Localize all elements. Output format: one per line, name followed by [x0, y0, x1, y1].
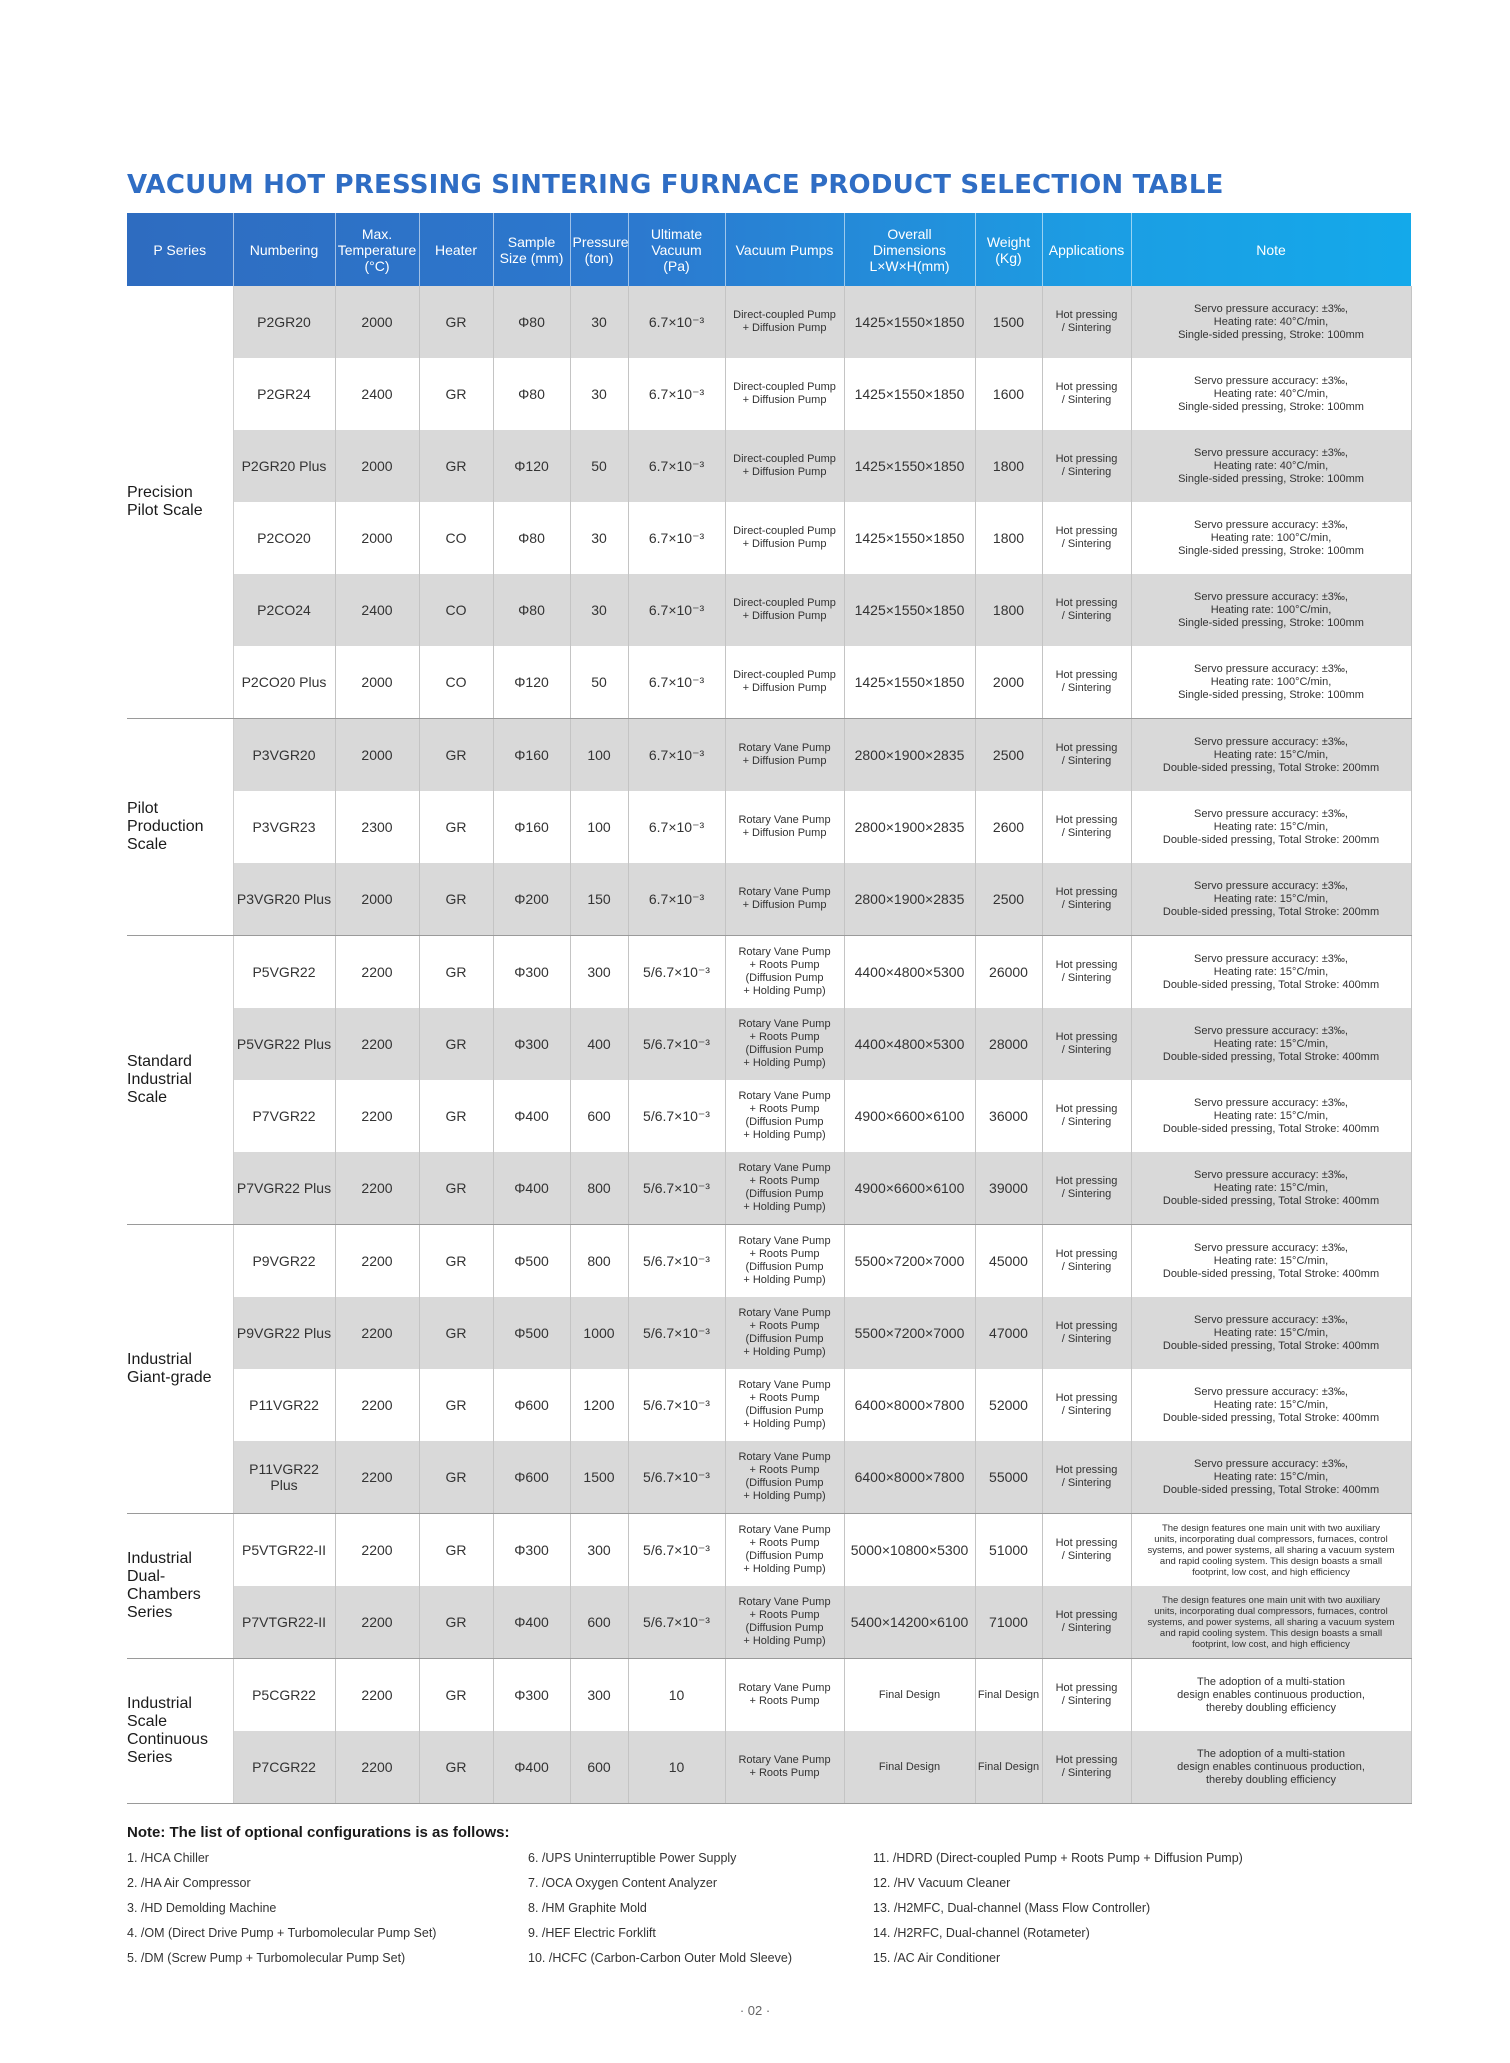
series-group-label: Pilot Production Scale: [127, 719, 233, 936]
max-temperature-cell: 2200: [335, 1008, 419, 1080]
note-cell: The adoption of a multi-station design enables continuous production, thereby doubling efficiency: [1131, 1731, 1411, 1804]
sample-size-cell: Φ160: [493, 791, 570, 863]
ultimate-vacuum-cell: 5/6.7×10⁻³: [628, 1441, 725, 1514]
dimensions-cell: 1425×1550×1850: [844, 286, 975, 358]
weight-cell: 1800: [975, 574, 1042, 646]
sample-size-cell: Φ300: [493, 1659, 570, 1732]
numbering-cell: P5CGR22: [233, 1659, 335, 1732]
option-item: 13. /H2MFC, Dual-channel (Mass Flow Controller): [873, 1901, 1151, 1915]
weight-cell: 2000: [975, 646, 1042, 719]
weight-cell: 36000: [975, 1080, 1042, 1152]
table-row: [127, 936, 1411, 1009]
dimensions-cell: 6400×8000×7800: [844, 1369, 975, 1441]
page-title: VACUUM HOT PRESSING SINTERING FURNACE PRODUCT SELECTION TABLE: [127, 170, 1224, 200]
pressure-cell: 600: [570, 1586, 628, 1659]
note-cell: Servo pressure accuracy: ±3‰, Heating rate: 15°C/min, Double-sided pressing, Total Stroke: 400mm: [1131, 1369, 1411, 1441]
option-item: 2. /HA Air Compressor: [127, 1876, 251, 1890]
option-item: 5. /DM (Screw Pump + Turbomolecular Pump Set): [127, 1951, 406, 1965]
vacuum-pumps-cell: Rotary Vane Pump + Roots Pump (Diffusion Pump + Holding Pump): [725, 1586, 844, 1659]
applications-cell: Hot pressing / Sintering: [1042, 1731, 1131, 1804]
note-cell: Servo pressure accuracy: ±3‰, Heating rate: 15°C/min, Double-sided pressing, Total Stroke: 400mm: [1131, 936, 1411, 1009]
pressure-cell: 30: [570, 574, 628, 646]
note-cell: Servo pressure accuracy: ±3‰, Heating rate: 15°C/min, Double-sided pressing, Total Stroke: 400mm: [1131, 1441, 1411, 1514]
table-row: [127, 1297, 1411, 1369]
max-temperature-cell: 2200: [335, 1297, 419, 1369]
dimensions-cell: 5500×7200×7000: [844, 1225, 975, 1298]
table-row: [127, 863, 1411, 936]
weight-cell: 52000: [975, 1369, 1042, 1441]
vacuum-pumps-cell: Direct-coupled Pump + Diffusion Pump: [725, 646, 844, 719]
heater-cell: GR: [419, 1659, 493, 1732]
table-row: [127, 719, 1411, 792]
max-temperature-cell: 2200: [335, 936, 419, 1009]
applications-cell: Hot pressing / Sintering: [1042, 358, 1131, 430]
weight-cell: 2500: [975, 863, 1042, 936]
vacuum-pumps-cell: Rotary Vane Pump + Roots Pump (Diffusion Pump + Holding Pump): [725, 936, 844, 1009]
dimensions-cell: 1425×1550×1850: [844, 430, 975, 502]
note-cell: Servo pressure accuracy: ±3‰, Heating rate: 15°C/min, Double-sided pressing, Total Stroke: 400mm: [1131, 1080, 1411, 1152]
sample-size-cell: Φ600: [493, 1369, 570, 1441]
pressure-cell: 800: [570, 1152, 628, 1225]
dimensions-cell: 6400×8000×7800: [844, 1441, 975, 1514]
header-cell: Applications: [1042, 213, 1131, 286]
sample-size-cell: Φ300: [493, 936, 570, 1009]
vacuum-pumps-cell: Direct-coupled Pump + Diffusion Pump: [725, 574, 844, 646]
option-item: 8. /HM Graphite Mold: [528, 1901, 647, 1915]
sample-size-cell: Φ120: [493, 646, 570, 719]
heater-cell: CO: [419, 574, 493, 646]
weight-cell: 1800: [975, 430, 1042, 502]
pressure-cell: 1500: [570, 1441, 628, 1514]
max-temperature-cell: 2200: [335, 1731, 419, 1804]
dimensions-cell: 4900×6600×6100: [844, 1152, 975, 1225]
table-row: [127, 1225, 1411, 1298]
sample-size-cell: Φ600: [493, 1441, 570, 1514]
header-cell: Overall Dimensions L×W×H(mm): [844, 213, 975, 286]
series-group-label: Industrial Scale Continuous Series: [127, 1659, 233, 1804]
dimensions-cell: 1425×1550×1850: [844, 646, 975, 719]
note-cell: Servo pressure accuracy: ±3‰, Heating rate: 15°C/min, Double-sided pressing, Total Stroke: 400mm: [1131, 1008, 1411, 1080]
ultimate-vacuum-cell: 6.7×10⁻³: [628, 574, 725, 646]
applications-cell: Hot pressing / Sintering: [1042, 719, 1131, 792]
note-cell: The design features one main unit with two auxiliary units, incorporating dual compressors, furnaces, control systems, and power systems, all sharing a vacuum system and rapid cooling system. This design boasts a small footprint, low cost, and high efficiency: [1131, 1586, 1411, 1659]
max-temperature-cell: 2000: [335, 646, 419, 719]
applications-cell: Hot pressing / Sintering: [1042, 430, 1131, 502]
note-cell: Servo pressure accuracy: ±3‰, Heating rate: 15°C/min, Double-sided pressing, Total Stroke: 200mm: [1131, 719, 1411, 792]
applications-cell: Hot pressing / Sintering: [1042, 1297, 1131, 1369]
weight-cell: 2500: [975, 719, 1042, 792]
heater-cell: GR: [419, 1441, 493, 1514]
note-cell: Servo pressure accuracy: ±3‰, Heating rate: 15°C/min, Double-sided pressing, Total Stroke: 200mm: [1131, 863, 1411, 936]
pressure-cell: 600: [570, 1731, 628, 1804]
ultimate-vacuum-cell: 6.7×10⁻³: [628, 791, 725, 863]
ultimate-vacuum-cell: 6.7×10⁻³: [628, 286, 725, 358]
ultimate-vacuum-cell: 5/6.7×10⁻³: [628, 1586, 725, 1659]
sample-size-cell: Φ400: [493, 1152, 570, 1225]
applications-cell: Hot pressing / Sintering: [1042, 1080, 1131, 1152]
vacuum-pumps-cell: Rotary Vane Pump + Diffusion Pump: [725, 863, 844, 936]
table-row: [127, 502, 1411, 574]
header-cell: Weight (Kg): [975, 213, 1042, 286]
pressure-cell: 400: [570, 1008, 628, 1080]
pressure-cell: 100: [570, 791, 628, 863]
max-temperature-cell: 2000: [335, 286, 419, 358]
numbering-cell: P2GR20 Plus: [233, 430, 335, 502]
numbering-cell: P2GR20: [233, 286, 335, 358]
option-item: 3. /HD Demolding Machine: [127, 1901, 277, 1915]
weight-cell: 26000: [975, 936, 1042, 1009]
sample-size-cell: Φ120: [493, 430, 570, 502]
note-cell: Servo pressure accuracy: ±3‰, Heating rate: 15°C/min, Double-sided pressing, Total Stroke: 400mm: [1131, 1297, 1411, 1369]
weight-cell: 47000: [975, 1297, 1042, 1369]
heater-cell: GR: [419, 936, 493, 1009]
dimensions-cell: 5000×10800×5300: [844, 1514, 975, 1587]
sample-size-cell: Φ300: [493, 1008, 570, 1080]
note-cell: Servo pressure accuracy: ±3‰, Heating rate: 15°C/min, Double-sided pressing, Total Stroke: 400mm: [1131, 1152, 1411, 1225]
heater-cell: GR: [419, 719, 493, 792]
sample-size-cell: Φ200: [493, 863, 570, 936]
applications-cell: Hot pressing / Sintering: [1042, 286, 1131, 358]
dimensions-cell: 2800×1900×2835: [844, 791, 975, 863]
applications-cell: Hot pressing / Sintering: [1042, 502, 1131, 574]
pressure-cell: 1200: [570, 1369, 628, 1441]
table-row: [127, 358, 1411, 430]
applications-cell: Hot pressing / Sintering: [1042, 574, 1131, 646]
dimensions-cell: 2800×1900×2835: [844, 719, 975, 792]
max-temperature-cell: 2400: [335, 358, 419, 430]
dimensions-cell: 2800×1900×2835: [844, 863, 975, 936]
option-item: 6. /UPS Uninterruptible Power Supply: [528, 1851, 737, 1865]
sample-size-cell: Φ500: [493, 1297, 570, 1369]
vacuum-pumps-cell: Rotary Vane Pump + Roots Pump (Diffusion Pump + Holding Pump): [725, 1152, 844, 1225]
header-cell: Note: [1131, 213, 1411, 286]
notes-title: Note: The list of optional configurations is as follows:: [127, 1824, 510, 1841]
weight-cell: 1600: [975, 358, 1042, 430]
heater-cell: GR: [419, 1731, 493, 1804]
applications-cell: Hot pressing / Sintering: [1042, 1659, 1131, 1732]
heater-cell: GR: [419, 791, 493, 863]
numbering-cell: P3VGR23: [233, 791, 335, 863]
vacuum-pumps-cell: Rotary Vane Pump + Diffusion Pump: [725, 719, 844, 792]
weight-cell: 2600: [975, 791, 1042, 863]
dimensions-cell: 4400×4800×5300: [844, 1008, 975, 1080]
sample-size-cell: Φ160: [493, 719, 570, 792]
sample-size-cell: Φ500: [493, 1225, 570, 1298]
numbering-cell: P7CGR22: [233, 1731, 335, 1804]
vacuum-pumps-cell: Rotary Vane Pump + Roots Pump (Diffusion Pump + Holding Pump): [725, 1297, 844, 1369]
applications-cell: Hot pressing / Sintering: [1042, 863, 1131, 936]
applications-cell: Hot pressing / Sintering: [1042, 646, 1131, 719]
page-number: · 02 ·: [739, 2003, 771, 2018]
option-item: 11. /HDRD (Direct-coupled Pump + Roots Pump + Diffusion Pump): [873, 1851, 1243, 1865]
table-row: [127, 1369, 1411, 1441]
sample-size-cell: Φ300: [493, 1514, 570, 1587]
max-temperature-cell: 2000: [335, 719, 419, 792]
applications-cell: Hot pressing / Sintering: [1042, 1441, 1131, 1514]
pressure-cell: 300: [570, 1659, 628, 1732]
weight-cell: 1500: [975, 286, 1042, 358]
vacuum-pumps-cell: Rotary Vane Pump + Roots Pump: [725, 1731, 844, 1804]
vacuum-pumps-cell: Rotary Vane Pump + Roots Pump (Diffusion Pump + Holding Pump): [725, 1008, 844, 1080]
vacuum-pumps-cell: Rotary Vane Pump + Roots Pump (Diffusion Pump + Holding Pump): [725, 1441, 844, 1514]
pressure-cell: 300: [570, 936, 628, 1009]
pressure-cell: 50: [570, 646, 628, 719]
ultimate-vacuum-cell: 5/6.7×10⁻³: [628, 1297, 725, 1369]
ultimate-vacuum-cell: 5/6.7×10⁻³: [628, 1008, 725, 1080]
heater-cell: GR: [419, 430, 493, 502]
vacuum-pumps-cell: Direct-coupled Pump + Diffusion Pump: [725, 358, 844, 430]
dimensions-cell: 4400×4800×5300: [844, 936, 975, 1009]
table-row: [127, 1152, 1411, 1225]
heater-cell: GR: [419, 863, 493, 936]
product-selection-table: [127, 213, 1412, 1804]
numbering-cell: P9VGR22 Plus: [233, 1297, 335, 1369]
sample-size-cell: Φ400: [493, 1586, 570, 1659]
vacuum-pumps-cell: Rotary Vane Pump + Roots Pump (Diffusion Pump + Holding Pump): [725, 1225, 844, 1298]
numbering-cell: P2GR24: [233, 358, 335, 430]
note-cell: Servo pressure accuracy: ±3‰, Heating rate: 15°C/min, Double-sided pressing, Total Stroke: 200mm: [1131, 791, 1411, 863]
sample-size-cell: Φ80: [493, 286, 570, 358]
option-item: 9. /HEF Electric Forklift: [528, 1926, 656, 1940]
table-row: [127, 791, 1411, 863]
series-group-label: Precision Pilot Scale: [127, 286, 233, 719]
header-cell: Heater: [419, 213, 493, 286]
ultimate-vacuum-cell: 5/6.7×10⁻³: [628, 936, 725, 1009]
weight-cell: 71000: [975, 1586, 1042, 1659]
series-group-label: Standard Industrial Scale: [127, 936, 233, 1225]
ultimate-vacuum-cell: 6.7×10⁻³: [628, 719, 725, 792]
ultimate-vacuum-cell: 5/6.7×10⁻³: [628, 1225, 725, 1298]
numbering-cell: P11VGR22: [233, 1369, 335, 1441]
pressure-cell: 100: [570, 719, 628, 792]
note-cell: Servo pressure accuracy: ±3‰, Heating rate: 100°C/min, Single-sided pressing, Stroke: 100mm: [1131, 574, 1411, 646]
option-item: 10. /HCFC (Carbon-Carbon Outer Mold Sleeve): [528, 1951, 792, 1965]
vacuum-pumps-cell: Rotary Vane Pump + Roots Pump (Diffusion Pump + Holding Pump): [725, 1514, 844, 1587]
ultimate-vacuum-cell: 6.7×10⁻³: [628, 358, 725, 430]
pressure-cell: 1000: [570, 1297, 628, 1369]
series-group-label: Industrial Giant-grade: [127, 1225, 233, 1514]
vacuum-pumps-cell: Rotary Vane Pump + Roots Pump: [725, 1659, 844, 1732]
vacuum-pumps-cell: Direct-coupled Pump + Diffusion Pump: [725, 502, 844, 574]
note-cell: The design features one main unit with two auxiliary units, incorporating dual compressors, furnaces, control systems, and power systems, all sharing a vacuum system and rapid cooling system. This design boasts a small footprint, low cost, and high efficiency: [1131, 1514, 1411, 1587]
header-cell: Max. Temperature (°C): [335, 213, 419, 286]
table-row: [127, 1586, 1411, 1659]
heater-cell: GR: [419, 286, 493, 358]
heater-cell: GR: [419, 1080, 493, 1152]
table-row: [127, 1008, 1411, 1080]
table-row: [127, 1731, 1411, 1804]
option-item: 15. /AC Air Conditioner: [873, 1951, 1001, 1965]
applications-cell: Hot pressing / Sintering: [1042, 1008, 1131, 1080]
ultimate-vacuum-cell: 6.7×10⁻³: [628, 502, 725, 574]
header-cell: Ultimate Vacuum (Pa): [628, 213, 725, 286]
table-row: [127, 286, 1411, 358]
sample-size-cell: Φ400: [493, 1731, 570, 1804]
numbering-cell: P9VGR22: [233, 1225, 335, 1298]
weight-cell: 39000: [975, 1152, 1042, 1225]
option-item: 14. /H2RFC, Dual-channel (Rotameter): [873, 1926, 1090, 1940]
vacuum-pumps-cell: Direct-coupled Pump + Diffusion Pump: [725, 430, 844, 502]
option-item: 7. /OCA Oxygen Content Analyzer: [528, 1876, 717, 1890]
table-row: [127, 1659, 1411, 1732]
weight-cell: 45000: [975, 1225, 1042, 1298]
note-cell: Servo pressure accuracy: ±3‰, Heating rate: 40°C/min, Single-sided pressing, Stroke: 100mm: [1131, 358, 1411, 430]
numbering-cell: P2CO24: [233, 574, 335, 646]
dimensions-cell: Final Design: [844, 1731, 975, 1804]
applications-cell: Hot pressing / Sintering: [1042, 791, 1131, 863]
table-row: [127, 1441, 1411, 1514]
numbering-cell: P2CO20: [233, 502, 335, 574]
heater-cell: GR: [419, 1369, 493, 1441]
ultimate-vacuum-cell: 5/6.7×10⁻³: [628, 1369, 725, 1441]
ultimate-vacuum-cell: 6.7×10⁻³: [628, 430, 725, 502]
numbering-cell: P2CO20 Plus: [233, 646, 335, 719]
table-row: [127, 430, 1411, 502]
max-temperature-cell: 2200: [335, 1225, 419, 1298]
heater-cell: CO: [419, 646, 493, 719]
dimensions-cell: 5400×14200×6100: [844, 1586, 975, 1659]
header-cell: Vacuum Pumps: [725, 213, 844, 286]
max-temperature-cell: 2200: [335, 1514, 419, 1587]
dimensions-cell: 1425×1550×1850: [844, 502, 975, 574]
max-temperature-cell: 2200: [335, 1369, 419, 1441]
table-row: [127, 1080, 1411, 1152]
table-header-row: [127, 213, 1411, 286]
header-cell: Numbering: [233, 213, 335, 286]
note-cell: Servo pressure accuracy: ±3‰, Heating rate: 100°C/min, Single-sided pressing, Stroke: 100mm: [1131, 502, 1411, 574]
heater-cell: GR: [419, 1152, 493, 1225]
max-temperature-cell: 2200: [335, 1659, 419, 1732]
pressure-cell: 600: [570, 1080, 628, 1152]
sample-size-cell: Φ80: [493, 502, 570, 574]
header-cell: Sample Size (mm): [493, 213, 570, 286]
note-cell: The adoption of a multi-station design enables continuous production, thereby doubling efficiency: [1131, 1659, 1411, 1732]
numbering-cell: P5VTGR22-II: [233, 1514, 335, 1587]
dimensions-cell: 1425×1550×1850: [844, 358, 975, 430]
dimensions-cell: 1425×1550×1850: [844, 574, 975, 646]
applications-cell: Hot pressing / Sintering: [1042, 1152, 1131, 1225]
numbering-cell: P7VGR22: [233, 1080, 335, 1152]
dimensions-cell: 5500×7200×7000: [844, 1297, 975, 1369]
applications-cell: Hot pressing / Sintering: [1042, 936, 1131, 1009]
vacuum-pumps-cell: Rotary Vane Pump + Roots Pump (Diffusion Pump + Holding Pump): [725, 1080, 844, 1152]
ultimate-vacuum-cell: 5/6.7×10⁻³: [628, 1514, 725, 1587]
note-cell: Servo pressure accuracy: ±3‰, Heating rate: 40°C/min, Single-sided pressing, Stroke: 100mm: [1131, 286, 1411, 358]
vacuum-pumps-cell: Rotary Vane Pump + Diffusion Pump: [725, 791, 844, 863]
ultimate-vacuum-cell: 10: [628, 1659, 725, 1732]
numbering-cell: P5VGR22 Plus: [233, 1008, 335, 1080]
ultimate-vacuum-cell: 6.7×10⁻³: [628, 863, 725, 936]
max-temperature-cell: 2300: [335, 791, 419, 863]
header-cell: Pressure (ton): [570, 213, 628, 286]
applications-cell: Hot pressing / Sintering: [1042, 1586, 1131, 1659]
sample-size-cell: Φ80: [493, 358, 570, 430]
table-row: [127, 574, 1411, 646]
applications-cell: Hot pressing / Sintering: [1042, 1514, 1131, 1587]
max-temperature-cell: 2000: [335, 502, 419, 574]
dimensions-cell: 4900×6600×6100: [844, 1080, 975, 1152]
series-group-label: Industrial Dual- Chambers Series: [127, 1514, 233, 1659]
weight-cell: Final Design: [975, 1659, 1042, 1732]
pressure-cell: 800: [570, 1225, 628, 1298]
applications-cell: Hot pressing / Sintering: [1042, 1225, 1131, 1298]
option-item: 1. /HCA Chiller: [127, 1851, 209, 1865]
max-temperature-cell: 2200: [335, 1152, 419, 1225]
heater-cell: GR: [419, 1297, 493, 1369]
pressure-cell: 300: [570, 1514, 628, 1587]
pressure-cell: 50: [570, 430, 628, 502]
heater-cell: CO: [419, 502, 493, 574]
numbering-cell: P11VGR22 Plus: [233, 1441, 335, 1514]
weight-cell: Final Design: [975, 1731, 1042, 1804]
heater-cell: GR: [419, 358, 493, 430]
sample-size-cell: Φ400: [493, 1080, 570, 1152]
max-temperature-cell: 2200: [335, 1080, 419, 1152]
heater-cell: GR: [419, 1225, 493, 1298]
header-cell: P Series: [127, 213, 233, 286]
numbering-cell: P5VGR22: [233, 936, 335, 1009]
pressure-cell: 150: [570, 863, 628, 936]
option-item: 12. /HV Vacuum Cleaner: [873, 1876, 1011, 1890]
option-item: 4. /OM (Direct Drive Pump + Turbomolecular Pump Set): [127, 1926, 437, 1940]
ultimate-vacuum-cell: 5/6.7×10⁻³: [628, 1080, 725, 1152]
vacuum-pumps-cell: Rotary Vane Pump + Roots Pump (Diffusion Pump + Holding Pump): [725, 1369, 844, 1441]
vacuum-pumps-cell: Direct-coupled Pump + Diffusion Pump: [725, 286, 844, 358]
heater-cell: GR: [419, 1008, 493, 1080]
table-row: [127, 646, 1411, 719]
note-cell: Servo pressure accuracy: ±3‰, Heating rate: 15°C/min, Double-sided pressing, Total Stroke: 400mm: [1131, 1225, 1411, 1298]
dimensions-cell: Final Design: [844, 1659, 975, 1732]
numbering-cell: P3VGR20: [233, 719, 335, 792]
weight-cell: 1800: [975, 502, 1042, 574]
pressure-cell: 30: [570, 286, 628, 358]
ultimate-vacuum-cell: 10: [628, 1731, 725, 1804]
numbering-cell: P7VGR22 Plus: [233, 1152, 335, 1225]
ultimate-vacuum-cell: 6.7×10⁻³: [628, 646, 725, 719]
applications-cell: Hot pressing / Sintering: [1042, 1369, 1131, 1441]
numbering-cell: P3VGR20 Plus: [233, 863, 335, 936]
pressure-cell: 30: [570, 358, 628, 430]
heater-cell: GR: [419, 1586, 493, 1659]
note-cell: Servo pressure accuracy: ±3‰, Heating rate: 40°C/min, Single-sided pressing, Stroke: 100mm: [1131, 430, 1411, 502]
heater-cell: GR: [419, 1514, 493, 1587]
max-temperature-cell: 2000: [335, 430, 419, 502]
max-temperature-cell: 2400: [335, 574, 419, 646]
weight-cell: 55000: [975, 1441, 1042, 1514]
numbering-cell: P7VTGR22-II: [233, 1586, 335, 1659]
weight-cell: 51000: [975, 1514, 1042, 1587]
pressure-cell: 30: [570, 502, 628, 574]
max-temperature-cell: 2200: [335, 1586, 419, 1659]
max-temperature-cell: 2000: [335, 863, 419, 936]
weight-cell: 28000: [975, 1008, 1042, 1080]
max-temperature-cell: 2200: [335, 1441, 419, 1514]
note-cell: Servo pressure accuracy: ±3‰, Heating rate: 100°C/min, Single-sided pressing, Stroke: 100mm: [1131, 646, 1411, 719]
sample-size-cell: Φ80: [493, 574, 570, 646]
table-row: [127, 1514, 1411, 1587]
ultimate-vacuum-cell: 5/6.7×10⁻³: [628, 1152, 725, 1225]
